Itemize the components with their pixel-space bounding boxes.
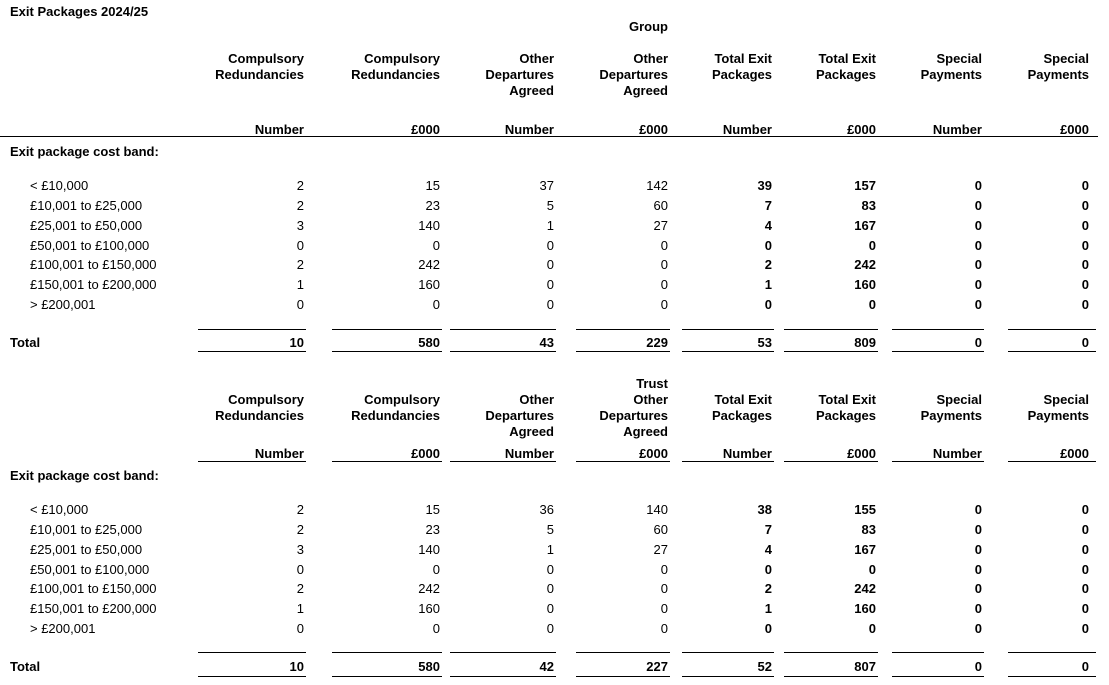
total-bottom-rule [1008,351,1096,352]
total-top-rule [892,329,984,330]
column-header-line: Special [1043,51,1089,66]
table-cell: 0 [1081,277,1089,293]
table-cell: 83 [861,197,876,213]
column-header [424,51,554,99]
total-cell: 0 [974,335,982,350]
total-cell: 580 [418,659,440,674]
table-cell: 0 [974,502,982,517]
table-cell: 0 [974,561,982,577]
column-header [174,376,304,424]
total-bottom-rule [892,676,984,677]
table-cell: 1 [296,601,304,617]
table-cell: 39 [757,178,772,193]
page-title: Exit Packages 2024/25 [10,4,149,19]
table-cell: 0 [974,521,982,537]
table-cell: 0 [546,297,554,313]
column-header-line: Special [936,51,982,66]
total-bottom-rule [332,676,442,677]
total-top-rule [1008,329,1096,330]
column-unit: Number [932,446,982,461]
column-header-line: Payments [920,408,982,423]
table-cell: 0 [868,561,876,577]
table-cell: 3 [296,217,304,233]
column-unit: £000 [1060,446,1089,461]
table-cell: 3 [296,541,304,557]
column-header-line: Payments [920,67,982,82]
table-cell: 2 [764,581,772,597]
column-header [959,51,1089,83]
table-cell: 0 [974,217,982,233]
column-header-line: Total Exit [818,51,876,66]
table-cell: 0 [974,297,982,313]
table-cell: 167 [854,541,876,557]
column-unit: £000 [639,446,668,461]
column-header [310,376,440,424]
table-cell: 23 [425,521,440,537]
total-cell: 52 [757,659,772,674]
table-cell: 0 [974,257,982,273]
table-cell: 60 [653,521,668,537]
total-cell: 43 [539,335,554,350]
table-cell: 0 [546,257,554,273]
table-cell: 0 [1081,178,1089,193]
column-header-line: Agreed [509,424,554,439]
total-cell: 809 [854,335,876,350]
table-cell: 242 [418,581,440,597]
table-cell: 2 [296,502,304,517]
table-cell: 5 [546,521,554,537]
header-underline [198,461,306,462]
table-cell: 23 [425,197,440,213]
table-cell: 2 [296,257,304,273]
total-top-rule [784,652,878,653]
total-label: Total [10,335,41,350]
table-cell: 160 [418,601,440,617]
table-cell: 0 [974,621,982,637]
table-cell: 0 [660,257,668,273]
column-unit: £000 [411,446,440,461]
table-cell: 0 [660,581,668,597]
band-label: < £10,000 [30,178,89,193]
table-cell: 36 [539,502,554,517]
table-cell: 2 [296,521,304,537]
column-header-line: Packages [816,408,876,423]
table-cell: 0 [660,297,668,313]
table-cell: 0 [1081,621,1089,637]
table-cell: 0 [296,621,304,637]
table-cell: 0 [660,237,668,253]
total-bottom-rule [332,351,442,352]
column-header-line: Payments [1027,408,1089,423]
table-cell: 4 [764,217,772,233]
total-bottom-rule [450,351,556,352]
table-cell: 0 [546,621,554,637]
column-unit: Number [722,446,772,461]
column-header-line: Departures [599,67,668,82]
table-cell: 0 [974,581,982,597]
total-cell: 229 [646,335,668,350]
column-header [310,51,440,83]
table-cell: 0 [660,561,668,577]
header-spacer [424,376,554,392]
column-header-line: Agreed [623,424,668,439]
table-cell: 83 [861,521,876,537]
cost-band-label: Exit package cost band: [10,468,159,483]
table-cell: 140 [418,541,440,557]
table-cell: 5 [546,197,554,213]
table-cell: 0 [660,621,668,637]
table-cell: 0 [296,237,304,253]
total-cell: 53 [757,335,772,350]
table-cell: 0 [432,561,440,577]
column-header-line: Packages [712,67,772,82]
table-cell: 0 [660,277,668,293]
table-cell: 167 [854,217,876,233]
band-label: £10,001 to £25,000 [30,197,143,213]
header-spacer [310,376,440,392]
band-label: £150,001 to £200,000 [30,601,157,617]
band-label: > £200,001 [30,621,96,637]
table-cell: 0 [1081,561,1089,577]
table-cell: 155 [854,502,876,517]
column-unit: Number [254,446,304,461]
total-top-rule [450,652,556,653]
column-header-line: Other [519,392,554,407]
cost-band-label: Exit package cost band: [10,144,159,159]
table-cell: 0 [764,561,772,577]
table-cell: 242 [854,257,876,273]
header-underline [1008,461,1096,462]
table-cell: 160 [418,277,440,293]
table-cell: 140 [418,217,440,233]
band-label: £100,001 to £150,000 [30,257,157,273]
column-header-line: Agreed [623,83,668,98]
column-header-line: Departures [599,408,668,423]
table-cell: 0 [546,601,554,617]
table-cell: 1 [546,217,554,233]
column-header-line: Total Exit [714,51,772,66]
total-top-rule [1008,652,1096,653]
total-top-rule [450,329,556,330]
table-cell: 0 [868,237,876,253]
table-cell: 1 [764,601,772,617]
table-cell: 160 [854,277,876,293]
total-bottom-rule [784,676,878,677]
column-header-line: Redundancies [351,408,440,423]
table-cell: 0 [1081,197,1089,213]
table-cell: 157 [854,178,876,193]
table-cell: 0 [1081,521,1089,537]
total-bottom-rule [576,676,670,677]
total-bottom-rule [682,676,774,677]
band-label: > £200,001 [30,297,96,313]
total-top-rule [682,652,774,653]
column-header-line: Special [936,392,982,407]
total-label: Total [10,659,41,674]
column-unit: Number [504,446,554,461]
table-cell: 242 [854,581,876,597]
total-bottom-rule [682,351,774,352]
column-header-line: Compulsory [228,51,304,66]
table-cell: 60 [653,197,668,213]
table-cell: 0 [1081,581,1089,597]
band-label: £10,001 to £25,000 [30,521,143,537]
band-label: £100,001 to £150,000 [30,581,157,597]
table-cell: 0 [546,277,554,293]
table-cell: 0 [1081,237,1089,253]
total-bottom-rule [198,676,306,677]
table-cell: 0 [296,297,304,313]
total-cell: 10 [289,335,304,350]
column-header-line: Redundancies [351,67,440,82]
column-header-line: Redundancies [215,67,304,82]
total-cell: 42 [539,659,554,674]
column-header-line: Other [519,51,554,66]
table-cell: 37 [539,178,554,193]
total-cell: 0 [1081,335,1089,350]
table-cell: 0 [764,237,772,253]
band-label: £50,001 to £100,000 [30,237,150,253]
total-top-rule [332,329,442,330]
table-cell: 4 [764,541,772,557]
table-cell: 1 [546,541,554,557]
column-header-line: Packages [712,408,772,423]
column-unit: £000 [847,446,876,461]
table-cell: 0 [1081,297,1089,313]
column-header-line: Departures [485,408,554,423]
column-header-line: Compulsory [364,51,440,66]
column-header-line: Agreed [509,83,554,98]
total-top-rule [198,652,306,653]
column-header-line: Compulsory [364,392,440,407]
table-cell: 2 [296,197,304,213]
table-cell: 2 [764,257,772,273]
column-unit: Number [932,122,982,137]
table-cell: 0 [868,621,876,637]
table-cell: 0 [546,561,554,577]
table-cell: 0 [660,601,668,617]
table-cell: 15 [425,502,440,517]
column-unit: Number [722,122,772,137]
column-unit: £000 [1060,122,1089,137]
column-header [959,376,1089,424]
section-heading: Group [629,19,668,34]
total-bottom-rule [784,351,878,352]
table-cell: 2 [296,581,304,597]
table-cell: 7 [764,197,772,213]
total-top-rule [682,329,774,330]
header-spacer [174,376,304,392]
table-cell: 0 [432,237,440,253]
column-header-line: Special [1043,392,1089,407]
table-cell: 0 [764,297,772,313]
table-cell: 0 [868,297,876,313]
table-cell: 0 [974,237,982,253]
table-cell: 142 [646,178,668,193]
table-cell: 0 [432,297,440,313]
column-unit: Number [254,122,304,137]
column-header-line: Departures [485,67,554,82]
table-cell: 0 [1081,601,1089,617]
column-header-line: Other [633,51,668,66]
total-cell: 807 [854,659,876,674]
table-cell: 27 [653,541,668,557]
total-top-rule [576,329,670,330]
column-header [174,51,304,83]
table-cell: 0 [974,197,982,213]
column-header-line: Redundancies [215,408,304,423]
table-cell: 0 [974,277,982,293]
total-top-rule [198,329,306,330]
total-bottom-rule [450,676,556,677]
table-cell: 1 [296,277,304,293]
table-cell: 0 [546,237,554,253]
column-header-line: Compulsory [228,392,304,407]
total-bottom-rule [1008,676,1096,677]
total-cell: 227 [646,659,668,674]
header-spacer [959,376,1089,392]
table-cell: 38 [757,502,772,517]
column-header-line: Total Exit [714,392,772,407]
table-cell: 0 [974,601,982,617]
band-label: £50,001 to £100,000 [30,561,150,577]
table-cell: 0 [1081,217,1089,233]
total-top-rule [892,652,984,653]
band-label: £150,001 to £200,000 [30,277,157,293]
total-bottom-rule [892,351,984,352]
table-cell: 27 [653,217,668,233]
table-cell: 2 [296,178,304,193]
total-top-rule [332,652,442,653]
section-heading: Trust [636,376,668,391]
table-cell: 0 [296,561,304,577]
column-header-line: Packages [816,67,876,82]
table-cell: 7 [764,521,772,537]
column-header-line: Total Exit [818,392,876,407]
column-header-line: Payments [1027,67,1089,82]
column-unit: £000 [411,122,440,137]
total-top-rule [784,329,878,330]
table-cell: 0 [1081,502,1089,517]
table-cell: 0 [432,621,440,637]
column-unit: £000 [847,122,876,137]
total-cell: 0 [1081,659,1089,674]
table-cell: 0 [764,621,772,637]
table-cell: 140 [646,502,668,517]
band-label: £25,001 to £50,000 [30,217,143,233]
column-header-line: Other [633,392,668,407]
column-header [424,376,554,440]
table-cell: 0 [974,541,982,557]
total-cell: 10 [289,659,304,674]
band-label: £25,001 to £50,000 [30,541,143,557]
table-cell: 0 [1081,541,1089,557]
table-cell: 0 [974,178,982,193]
total-cell: 0 [974,659,982,674]
column-unit: £000 [639,122,668,137]
total-top-rule [576,652,670,653]
total-bottom-rule [198,351,306,352]
section-separator [0,136,1098,137]
table-cell: 15 [425,178,440,193]
table-cell: 0 [1081,257,1089,273]
band-label: < £10,000 [30,502,89,517]
total-cell: 580 [418,335,440,350]
column-unit: Number [504,122,554,137]
table-cell: 1 [764,277,772,293]
table-cell: 160 [854,601,876,617]
table-cell: 242 [418,257,440,273]
table-cell: 0 [546,581,554,597]
total-bottom-rule [576,351,670,352]
